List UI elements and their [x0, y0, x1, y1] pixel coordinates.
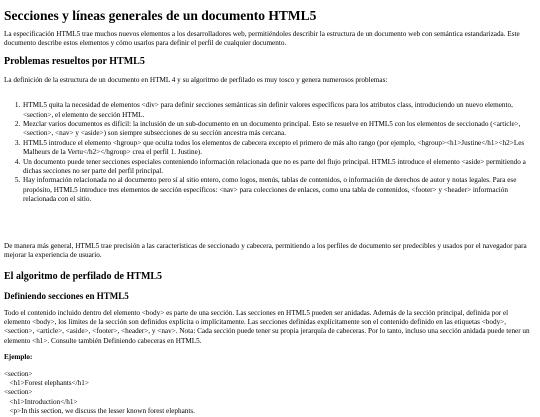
intro-paragraph: La especificación HTML5 trae muchos nuevos elementos a los desarrolladores web, permitiéndoles describir la estructura de un documento web con semántica estandarizada. Este documento describe estos elementos y cómo usarlos para definir el perfil de cualquier documento. [4, 30, 520, 48]
code-line: <h1>Introduction</h1> [4, 397, 78, 406]
example-label: Ejemplo: [4, 353, 33, 362]
sections-paragraph: Todo el contenido incluido dentro del elemento <body> es parte de una sección. Las secciones en HTML5 pueden ser anidadas. Además de la sección principal, definida por el elemento <body>, los límites de la sección son definidos explícita o implícitamente. Las secciones definidas explícitamente son el contenido definido en las etiquetas <body>, <section>, <article>, <aside>, <footer>, <header>, y <nav>. Nota: Cada sección puede tener su propia jerarquía de cabeceras. Por lo tanto, incluso una sección anidada puede tener un elemento <h1>. Consulte también Definiendo cabeceras en HTML5. [4, 308, 530, 345]
list-item: 5. Hay información relacionada no al documento pero sí al sitio entero, como logos, menús, tablas de contenidos, o información de derechos de autor y notas legales. Para ese propósito, HTML5 introduce tres elementos de sección específicos: <nav> para colecciones de enlaces, como una tabla de contenidos, <footer> y <header> información relacionada con el sitio. [22, 176, 534, 204]
list-item: 3. HTML5 introduce el elemento <hgroup> que oculta todos los elementos de cabecera excepto el primero de más alto rango (por ejemplo, <hgroup><h1>Justine</h1><h2>Les Malheurs de la Vertu</h2></hgroup> crea el perfil 1. Justine). [22, 139, 534, 158]
algorithm-heading: El algoritmo de perfilado de HTML5 [4, 270, 163, 282]
document-page [4, 0, 534, 417]
code-line: <section> [4, 388, 33, 397]
code-example [4, 370, 534, 417]
list-item: 2. Mezclar varios documentos es difícil: la inclusión de un sub-documento en un documento principal. Esto se resuelve en HTML5 con los elementos de seccionado (<article>, <section>, <nav> y <aside>) son siempre subsecciones de su sección ancestra más cercana. [22, 120, 534, 139]
code-line: <h1>Forest elephants</h1> [4, 378, 89, 387]
list-item: 1. HTML5 quita la necesidad de elementos <div> para definir secciones semánticas sin definir valores específicos para los atributos class, introduciendo un nuevo elemento, <section>, el elemento de sección HTML. [22, 101, 534, 120]
summary-paragraph: De manera más general, HTML5 trae precisión a las características de seccionado y cabecera, permitiendo a los perfiles de documento ser predecibles y usados por el navegador para mejorar la experiencia de usuario. [4, 241, 527, 260]
sections-subheading: Definiendo secciones en HTML5 [4, 290, 129, 301]
list-item: 4. Un documento puede tener secciones especiales conteniendo información relacionada que no es parte del flujo principal. HTML5 introduce el elemento <aside> permitiendo a dichas secciones no ser parte del perfil principal. [22, 158, 534, 177]
problems-list [4, 101, 534, 204]
problems-heading: Problemas resueltos por HTML5 [4, 55, 145, 67]
problems-intro: La definición de la estructura de un documento en HTML 4 y su algoritmo de perfilado es muy tosco y genera numerosos problemas: [4, 75, 388, 84]
page-title: Secciones y líneas generales de un documento HTML5 [4, 8, 317, 23]
spacer [4, 212, 534, 242]
code-line: <section> [4, 369, 33, 378]
spacer [4, 92, 534, 101]
code-line: <p>In this section, we discuss the lesser known forest elephants. [4, 407, 195, 416]
